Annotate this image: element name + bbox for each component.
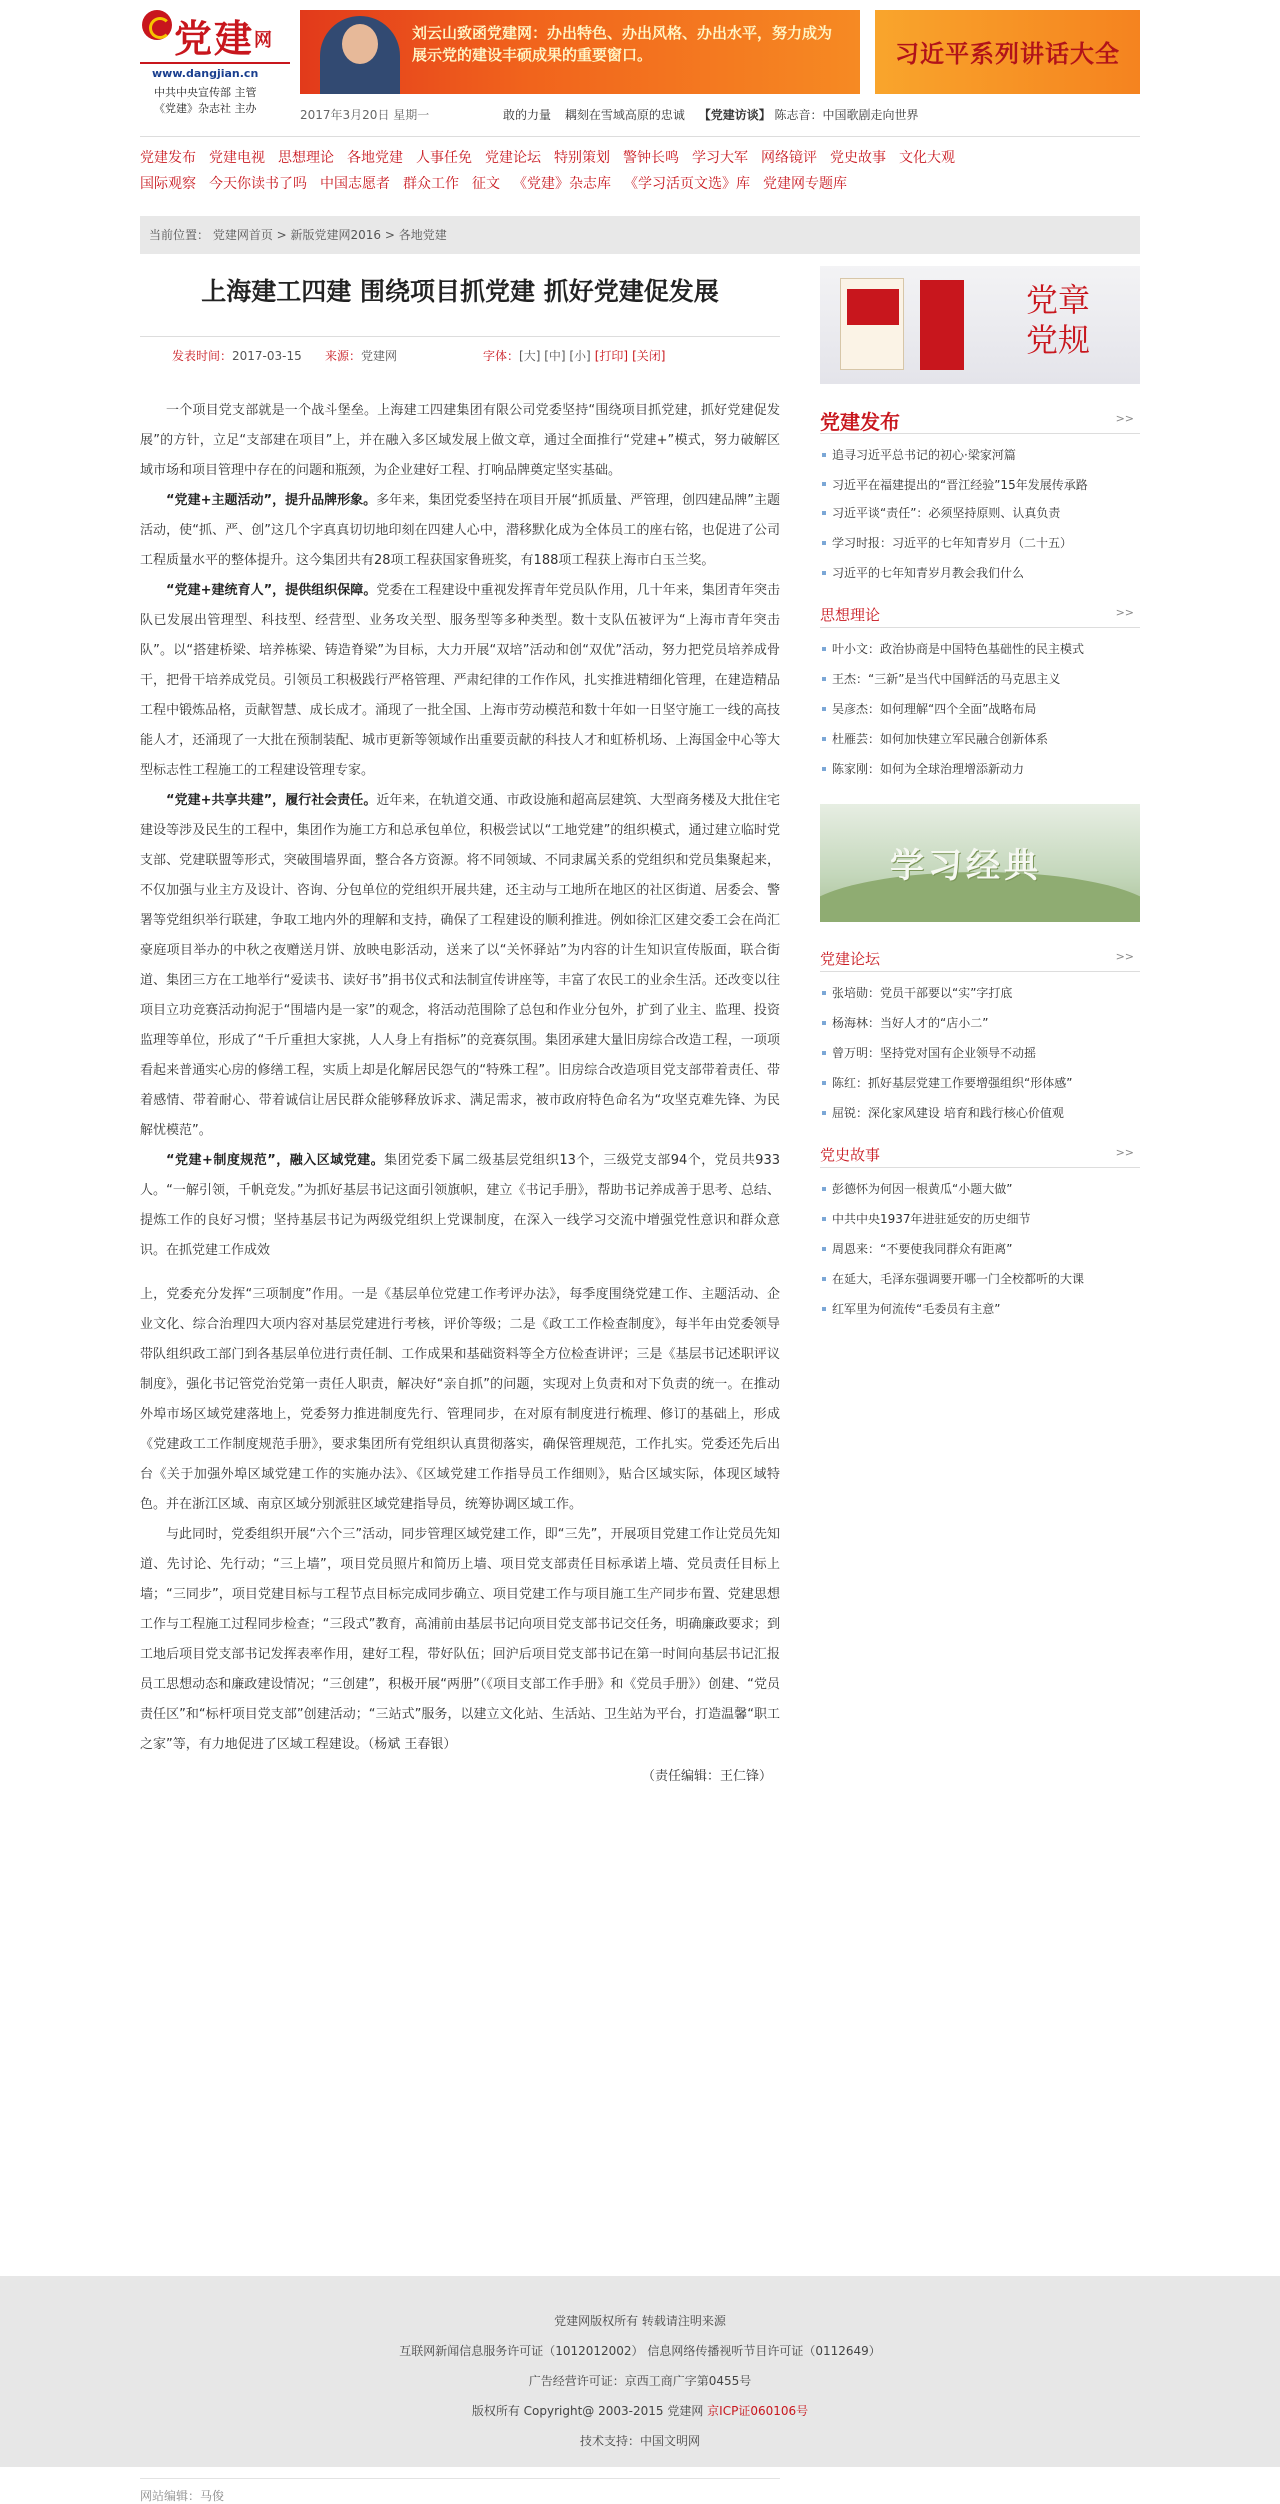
more-link[interactable]: >> bbox=[1115, 606, 1134, 619]
nav-item[interactable]: 《学习活页文选》库 bbox=[624, 176, 750, 192]
site-header bbox=[140, 0, 1140, 136]
section-title[interactable]: 党史故事 bbox=[820, 1146, 881, 1164]
list-item[interactable]: 杜雁芸：如何加快建立军民融合创新体系 bbox=[820, 724, 1140, 754]
close-button[interactable]: [关闭] bbox=[632, 349, 666, 363]
list-item[interactable]: 吴彦杰：如何理解“四个全面”战略布局 bbox=[820, 694, 1140, 724]
list-item[interactable]: 陈红：抓好基层党建工作要增强组织“形体感” bbox=[820, 1068, 1140, 1098]
nav-item[interactable]: 文化大观 bbox=[899, 150, 955, 166]
footer-copyright: 党建网版权所有 转载请注明来源 bbox=[554, 2314, 726, 2328]
nav-item[interactable]: 思想理论 bbox=[278, 150, 334, 166]
list-item[interactable]: 陈家刚：如何为全球治理增添新动力 bbox=[820, 754, 1140, 784]
list-item[interactable]: 习近平的七年知青岁月教会我们什么 bbox=[820, 558, 1140, 588]
section-header bbox=[820, 404, 1140, 434]
article-meta bbox=[140, 336, 780, 368]
list-item[interactable]: 习近平谈“责任”：必须坚持原则、认真负责 bbox=[820, 498, 1140, 528]
list-item[interactable]: 周恩来：“不要使我同群众有距离” bbox=[820, 1234, 1140, 1264]
nav-item[interactable]: 党建电视 bbox=[209, 150, 265, 166]
ticker-item[interactable]: 耦刻在雪域高原的忠诚 bbox=[564, 108, 685, 122]
section-header bbox=[820, 1138, 1140, 1168]
nav-item[interactable]: 国际观察 bbox=[140, 176, 196, 192]
party-emblem-icon bbox=[142, 10, 172, 40]
site-footer bbox=[0, 2276, 1280, 2467]
article-paragraph: 与此同时，党委组织开展“六个三”活动，同步管理区域党建工作，即“三先”，开展项目党建工作让党员先知道、先讨论、先行动；“三上墙”，项目党员照片和简历上墙、项目党支部责任目标承诺上墙、党员责任目标上墙；“三同步”，项目党建目标与工程节点目标完成同步确立、项目党建工作与项目施工生产同步布置、党建思想工作与工程施工过程同步检查；“三段式”教育，高浦前由基层书记向项目党支部书记交任务，明确廉政要求；到工地后项目党支部书记发挥表率作用，建好工程，带好队伍；回沪后项目党支部书记在第一时间向基层书记汇报员工思想动态和廉政建设情况；“三创建”，积极开展“两册”（《项目支部工作手册》和《党员手册》）创建、“党员责任区”和“标杆项目党支部”创建活动；“三站式”服务，以建立文化站、生活站、卫生站为平台，打造温馨“职工之家”等，有力地促进了区域工程建设。（杨斌 王春银） bbox=[140, 1527, 780, 1752]
nav-item[interactable]: 警钟长鸣 bbox=[623, 150, 679, 166]
article-paragraph: “党建+建统育人”，提供组织保障。党委在工程建设中重视发挥青年党员队作用，几十年来，集团青年突击队已发展出管理型、科技型、经营型、业务攻关型、服务型等多种类型。数十支队伍被评为“上海市青年突击队”。以“搭建桥梁、培养栋梁、铸造脊梁”为目标，大力开展“双培”活动和创“双优”活动，努力把党员培养成骨干，把骨干培养成党员。引领员工积极践行严格管理、严肃纪律的工作作风，扎实推进精细化管理，在建造精品工程中锻炼品格，贡献智慧、成长成才。涌现了一批全国、上海市劳动模范和数十年如一日坚守施工一线的高技能人才，还涌现了一大批在预制装配、城市更新等领域作出重要贡献的科技人才和虹桥机场、上海国金中心等大型标志性工程施工的工程建设管理专家。 bbox=[140, 583, 780, 778]
list-item[interactable]: 红军里为何流传“毛委员有主意” bbox=[820, 1294, 1140, 1324]
speech-collection-text: 习近平系列讲话大全 bbox=[895, 39, 1120, 68]
footer-rights: 版权所有 Copyright@ 2003-2015 党建网 京ICP证060106号 bbox=[471, 2404, 809, 2418]
more-link[interactable]: >> bbox=[1115, 950, 1134, 963]
article-paragraph: “党建+制度规范”，融入区域党建。集团党委下属二级基层党组织13个，三级党支部94个，党员共933人。“一解引领，千帆竞发。”为抓好基层书记这面引领旗帜，建立《书记手册》，帮助书记养成善于思考、总结、提炼工作的良好习惯；坚持基层书记为两级党组织上党课制度，在深入一线学习交流中增强党性意识和群众意识。在抓党建工作成效 bbox=[140, 1153, 780, 1258]
nav-item[interactable]: 党建网专题库 bbox=[763, 176, 847, 192]
nav-item[interactable]: 征文 bbox=[472, 176, 500, 192]
party-rules-promo[interactable] bbox=[820, 266, 1140, 384]
section-header bbox=[820, 598, 1140, 628]
footer-license: 互联网新闻信息服务许可证（1012012002） 信息网络传播视听节目许可证（0112649） bbox=[399, 2344, 881, 2358]
article-paragraph: 一个项目党支部就是一个战斗堡垒。上海建工四建集团有限公司党委坚持“围绕项目抓党建，抓好党建促发展”的方针，立足“支部建在项目”上，并在融入多区域发展上做文章，通过全面推行“党建+”模式，努力破解区域市场和项目管理中存在的问题和瓶颈，为企业建好工程、打响品牌奠定坚实基础。 bbox=[140, 403, 780, 478]
list-item[interactable]: 张培勋：党员干部要以“实”字打底 bbox=[820, 978, 1140, 1008]
article-tools: 字体：[大] [中] [小] [打印] [关闭] bbox=[483, 349, 666, 363]
section-header bbox=[820, 942, 1140, 972]
section-title[interactable]: 党建论坛 bbox=[820, 950, 881, 968]
banner-portrait bbox=[320, 16, 400, 94]
header-banner[interactable] bbox=[300, 10, 860, 94]
publish-time: 发表时间：2017-03-15 bbox=[172, 349, 302, 363]
nav-row-2 bbox=[140, 173, 1140, 199]
article-title: 上海建工四建 围绕项目抓党建 抓好党建促发展 bbox=[201, 277, 719, 306]
list-item[interactable]: 屈锐：深化家风建设 培育和践行核心价值观 bbox=[820, 1098, 1140, 1128]
nav-item[interactable]: 学习大军 bbox=[692, 150, 748, 166]
list-item[interactable]: 追寻习近平总书记的初心·梁家河篇 bbox=[820, 440, 1140, 470]
nav-item[interactable]: 各地党建 bbox=[347, 150, 403, 166]
list-item[interactable]: 王杰：“三新”是当代中国鲜活的马克思主义 bbox=[820, 664, 1140, 694]
icp-link[interactable]: 京ICP证060106号 bbox=[707, 2404, 809, 2418]
list-item[interactable]: 中共中央1937年进驻延安的历史细节 bbox=[820, 1204, 1140, 1234]
nav-row-1 bbox=[140, 147, 1140, 173]
ticker-item[interactable]: 陈志音：中国歌剧走向世界 bbox=[774, 108, 919, 122]
logo-divider bbox=[140, 62, 290, 64]
more-link[interactable]: >> bbox=[1115, 1146, 1134, 1159]
classics-promo[interactable] bbox=[820, 804, 1140, 922]
responsible-editor: （责任编辑：王仁锋） bbox=[641, 1769, 772, 1784]
current-date: 2017年3月20日 星期一 bbox=[300, 108, 430, 122]
print-button[interactable]: [打印] bbox=[594, 349, 629, 363]
nav-item[interactable]: 网络镜评 bbox=[761, 150, 817, 166]
speech-collection-banner[interactable] bbox=[875, 10, 1140, 94]
sidebar-section-theory bbox=[820, 598, 1140, 784]
ticker-tag: 【党建访谈】 bbox=[698, 108, 771, 122]
logo-title: 党建网 bbox=[174, 16, 275, 61]
logo-org-line1: 中共中央宣传部 主管 bbox=[154, 86, 257, 99]
nav-item[interactable]: 党史故事 bbox=[830, 150, 886, 166]
list-item[interactable]: 彭德怀为何因一根黄瓜“小题大做” bbox=[820, 1174, 1140, 1204]
article-paragraph: “党建+主题活动”，提升品牌形象。多年来，集团党委坚持在项目开展“抓质量、严管理，创四建品牌”主题活动，使“抓、严、创”这几个字真真切切地印刻在四建人心中，潜移默化成为全体员工的座右铭，也促进了公司工程质量水平的整体提升。这今集团共有28项工程获国家鲁班奖，有188项工程获上海市白玉兰奖。 bbox=[140, 493, 780, 568]
sidebar bbox=[820, 266, 1140, 1324]
nav-item[interactable]: 人事任免 bbox=[416, 150, 472, 166]
list-item[interactable]: 习近平在福建提出的“晋江经验”15年发展传承路 bbox=[820, 470, 1140, 498]
nav-item[interactable]: 《党建》杂志库 bbox=[513, 176, 611, 192]
section-title[interactable]: 思想理论 bbox=[820, 606, 881, 624]
list-item[interactable]: 学习时报：习近平的七年知青岁月（二十五） bbox=[820, 528, 1140, 558]
logo-url: www.dangjian.cn bbox=[152, 67, 259, 80]
sidebar-section-forum bbox=[820, 942, 1140, 1128]
list-item[interactable]: 在延大，毛泽东强调要开哪一门全校都听的大课 bbox=[820, 1264, 1140, 1294]
banner-text: 刘云山致函党建网：办出特色、办出风格、办出水平，努力成为展示党的建设丰硕成果的重要窗口。 bbox=[412, 24, 833, 64]
site-logo[interactable] bbox=[140, 8, 290, 120]
sidebar-section-history bbox=[820, 1138, 1140, 1324]
nav-item[interactable]: 党建论坛 bbox=[485, 150, 541, 166]
article bbox=[140, 254, 780, 1792]
footer-support: 技术支持：中国文明网 bbox=[579, 2434, 701, 2448]
support-link[interactable]: 中国文明网 bbox=[640, 2434, 701, 2448]
breadcrumb[interactable]: 当前位置： 党建网首页 > 新版党建网2016 > 各地党建 bbox=[140, 216, 1140, 254]
party-rules-text: 党章党规 bbox=[1026, 281, 1091, 359]
ticker-item[interactable]: 敢的力量 bbox=[503, 108, 552, 122]
list-item[interactable]: 曾万明：坚持党对国有企业领导不动摇 bbox=[820, 1038, 1140, 1068]
more-link[interactable]: >> bbox=[1115, 412, 1134, 425]
site-editor: 网站编辑：马俊 bbox=[140, 2478, 780, 2504]
nav-item[interactable]: 特别策划 bbox=[554, 150, 610, 166]
article-source: 来源：党建网 bbox=[325, 349, 398, 363]
article-paragraph: “党建+共享共建”，履行社会责任。近年来，在轨道交通、市政设施和超高层建筑、大型商务楼及大批住宅建设等涉及民生的工程中，集团作为施工方和总承包单位，积极尝试以“工地党建”的组织模式，通过建立临时党支部、党建联盟等形式，突破围墙界面，整合各方资源。将不同领域、不同隶属关系的党组织和党员集聚起来，不仅加强与业主方及设计、咨询、分包单位的党组织开展共建，还主动与工地所在地区的社区街道、居委会、警署等党组织举行联建，争取工地内外的理解和支持，确保了工程建设的顺利推进。例如徐汇区建交委工会在尚汇豪庭项目举办的中秋之夜赠送月饼、放映电影活动，送来了以“关怀驿站”为内容的计生知识宣传版面，联合街道、集团三方在工地举行“爱读书、读好书”捐书仪式和法制宣传讲座等，丰富了农民工的业余生活。还改变以往项目立功竞赛活动拘泥于“围墙内是一家”的观念，将活动范围除了总包和作业分包外，扩到了业主、监理、投资监理等单位，形成了“千斤重担大家挑，人人身上有指标”的竞赛氛围。集团承建大量旧房综合改造工程，一项项看起来普通实心房的修缮工程，实质上却是化解居民怨气的“特殊工程”。旧房综合改造项目党支部带着责任、带着感情、带着耐心、带着诚信让居民群众能够释放诉求、满足需求，被市政府特色命名为“攻坚克难先锋、为民解忧模范”。 bbox=[140, 793, 780, 1138]
sidebar-section-release bbox=[820, 404, 1140, 588]
article-paragraph: 上，党委充分发挥“三项制度”作用。一是《基层单位党建工作考评办法》，每季度围绕党建工作、主题活动、企业文化、综合治理四大项内容对基层党建进行考核，评价等级；二是《政工工作检查制度》，每半年由党委领导带队组织政工部门到各基层单位进行责任制、工作成果和基础资料等全方位检查讲评；三是《基层书记述职评议制度》，强化书记管党治党第一责任人职责，解决好“亲自抓”的问题，实现对上负责和对下负责的统一。在推动外埠市场区域党建落地上，党委努力推进制度先行、管理同步，在对原有制度进行梳理、修订的基础上，形成《党建政工工作制度规范手册》，要求集团所有党组织认真贯彻落实，确保管理规范，工作扎实。党委还先后出台《关于加强外埠区域党建工作的实施办法》、《区域党建工作指导员工作细则》，贴合区域实际，体现区域特色。并在浙江区域、南京区域分别派驻区域党建指导员，统筹协调区域工作。 bbox=[140, 1287, 780, 1512]
font-size-buttons[interactable]: [大] [中] [小] bbox=[519, 349, 591, 363]
article-body bbox=[140, 396, 780, 1792]
nav-item[interactable]: 中国志愿者 bbox=[320, 176, 390, 192]
logo-org-line2: 《党建》杂志社 主办 bbox=[154, 102, 257, 115]
book-spine-icon bbox=[920, 280, 964, 370]
section-title[interactable]: 党建发布 bbox=[820, 410, 900, 434]
nav-item[interactable]: 今天你读书了吗 bbox=[209, 176, 307, 192]
nav-item[interactable]: 党建发布 bbox=[140, 150, 196, 166]
classics-text: 学习经典 bbox=[890, 846, 1042, 886]
book-cover-icon bbox=[840, 278, 904, 370]
main-nav bbox=[140, 136, 1140, 206]
list-item[interactable]: 叶小文：政治协商是中国特色基础性的民主模式 bbox=[820, 634, 1140, 664]
footer-ad-license: 广告经营许可证：京西工商广字第0455号 bbox=[528, 2374, 752, 2388]
list-item[interactable]: 杨海林：当好人才的“店小二” bbox=[820, 1008, 1140, 1038]
nav-item[interactable]: 群众工作 bbox=[403, 176, 459, 192]
news-ticker bbox=[503, 106, 929, 123]
